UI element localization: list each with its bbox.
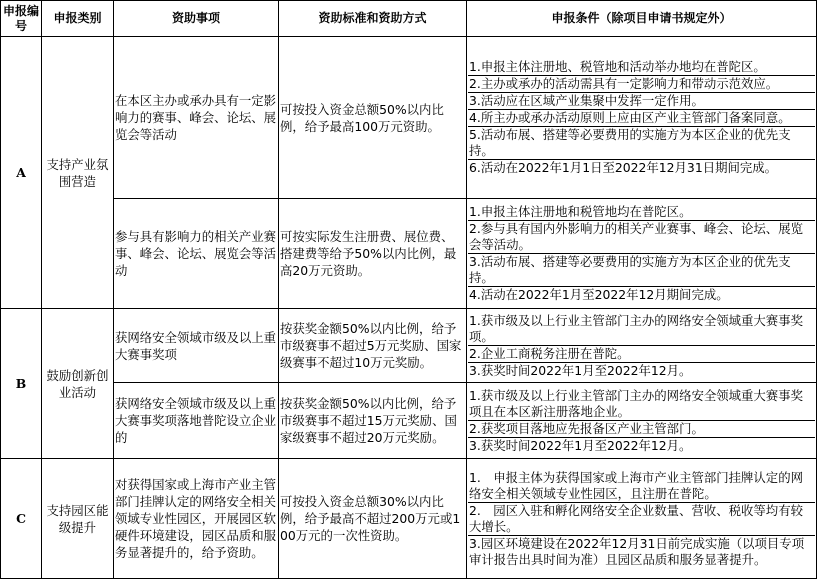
row-category: 鼓励创新创业活动 [42,309,114,459]
table-row [1,37,817,199]
condition-item: 1.获市级及以上行业主管部门主办的网络安全领域重大赛事奖项。 [468,313,815,346]
table-row [1,199,817,309]
row-standard: 按获奖金额50%以内比例，给予市级赛事不超过5万元奖励、国家级赛事不超过10万元奖励。 [279,309,467,383]
condition-item: 2.获奖项目落地应先报备区产业主管部门。 [468,421,815,438]
row-item: 获网络安全领域市级及以上重大赛事奖项落地普陀设立企业的 [114,383,279,459]
header-item: 资助事项 [114,1,279,37]
header-code: 申报编号 [1,1,42,37]
row-standard: 可按实际发生注册费、展位费、搭建费等给予50%以内比例，最高20万元资助。 [279,199,467,309]
header-conditions: 申报条件（除项目申请书规定外） [467,1,817,37]
header-standard: 资助标准和资助方式 [279,1,467,37]
row-conditions [467,199,817,309]
table-row [1,309,817,383]
condition-item: 3.获奖时间2022年1月至2022年12月。 [469,437,692,453]
row-code: B [1,309,42,459]
row-conditions [467,383,817,459]
condition-item: 3.活动应在区域产业集聚中发挥一定作用。 [468,93,815,110]
condition-item: 4.活动在2022年1月至2022年12月期间完成。 [469,287,729,302]
condition-item: 6.活动在2022年1月1日至2022年12月31日期间完成。 [469,160,778,175]
row-conditions [467,37,817,199]
condition-item: 3.园区环境建设在2022年12月31日前完成实施（以项目专项审计报告出具时间为准）且园区品质和服务显著提升。 [469,535,805,567]
row-item: 参与具有影响力的相关产业赛事、峰会、论坛、展览会等活动 [114,199,279,309]
condition-item: 4.所主办或承办活动原则上应由区产业主管部门备案同意。 [468,110,815,127]
row-conditions [467,459,817,579]
condition-item: 5.活动布展、搭建等必要费用的实施方为本区企业的优先支持。 [468,127,815,160]
row-conditions [467,309,817,383]
row-category: 支持园区能级提升 [42,459,114,579]
row-standard: 可按投入资金总额30%以内比例，给予最高不超过200万元或100万元的一次性资助。 [279,459,467,579]
header-category: 申报类别 [42,1,114,37]
row-item: 获网络安全领域市级及以上重大赛事奖项 [114,309,279,383]
table-row [1,383,817,459]
condition-item: 1. 申报主体为获得国家或上海市产业主管部门挂牌认定的网络安全相关领域专业性园区，且注册在普陀。 [468,470,815,503]
condition-item: 1.申报主体注册地、税管地和活动举办地均在普陀区。 [468,59,815,76]
condition-item: 1.申报主体注册地和税管地均在普陀区。 [468,204,815,221]
header-row [1,1,817,37]
row-item: 对获得国家或上海市产业主管部门挂牌认定的网络安全相关领域专业性园区，开展园区软硬件环境建设，园区品质和服务显著提升的，给予资助。 [114,459,279,579]
row-category: 支持产业氛围营造 [42,37,114,309]
table-row [1,459,817,579]
row-code: A [1,37,42,309]
condition-item: 2. 园区入驻和孵化网络安全企业数量、营收、税收等均有较大增长。 [468,503,815,536]
row-standard: 可按投入资金总额50%以内比例，给予最高100万元资助。 [279,37,467,199]
row-standard: 按获奖金额50%以内比例，给予市级赛事不超过15万元奖励、国家级赛事不超过20万元奖励。 [279,383,467,459]
row-code: C [1,459,42,579]
condition-item: 2.参与具有国内外影响力的相关产业赛事、峰会、论坛、展览会等活动。 [468,221,815,254]
condition-item: 2.企业工商税务注册在普陀。 [468,346,815,363]
condition-item: 2.主办或承办的活动需具有一定影响力和带动示范效应。 [468,76,815,93]
condition-item: 1.获市级及以上行业主管部门主办的网络安全领域重大赛事奖项且在本区新注册落地企业。 [468,388,815,421]
row-item: 在本区主办或承办具有一定影响力的赛事、峰会、论坛、展览会等活动 [114,37,279,199]
condition-item: 3.获奖时间2022年1月至2022年12月。 [469,362,692,378]
condition-item: 3.活动布展、搭建等必要费用的实施方为本区企业的优先支持。 [468,254,815,287]
